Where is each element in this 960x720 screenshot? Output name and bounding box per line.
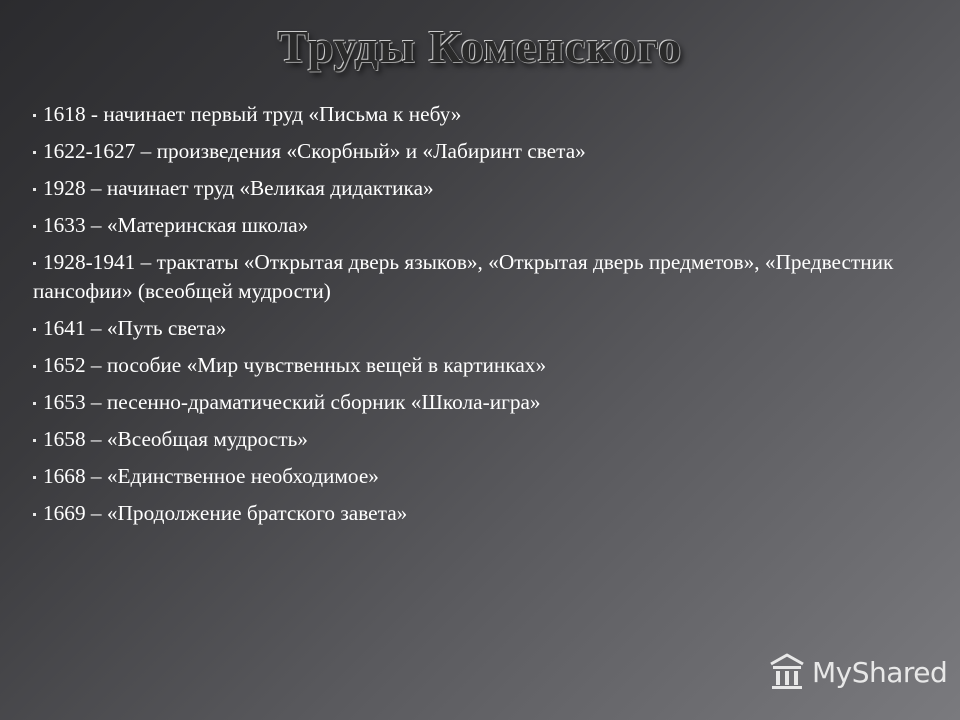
bullet-icon <box>33 225 36 228</box>
bullet-icon <box>33 328 36 331</box>
list-item-text: 1622-1627 – произведения «Скорбный» и «Лабиринт света» <box>43 139 586 163</box>
list-item <box>33 211 933 240</box>
list-item-text: 1668 – «Единственное необходимое» <box>43 464 379 488</box>
bullet-icon <box>33 513 36 516</box>
list-item-text: 1669 – «Продолжение братского завета» <box>43 501 408 525</box>
list-item-text: 1618 - начинает первый труд «Письма к небу» <box>43 102 462 126</box>
list-item <box>33 314 933 343</box>
list-item <box>33 388 933 417</box>
watermark-logo <box>768 652 947 692</box>
list-item-text: 1928 – начинает труд «Великая дидактика» <box>43 176 434 200</box>
list-item-text: 1633 – «Материнская школа» <box>43 213 309 237</box>
list-item-text: 1652 – пособие «Мир чувственных вещей в картинках» <box>43 353 547 377</box>
list-item-text: 1653 – песенно-драматический сборник «Школа-игра» <box>43 390 541 414</box>
bullet-icon <box>33 188 36 191</box>
list-item <box>3 248 933 306</box>
list-item <box>33 425 933 454</box>
list-item <box>33 499 933 528</box>
list-item <box>33 137 933 166</box>
bullet-icon <box>33 365 36 368</box>
bullet-icon <box>33 262 36 265</box>
bullet-icon <box>33 114 36 117</box>
list-item-text: 1658 – «Всеобщая мудрость» <box>43 427 308 451</box>
list-item <box>33 351 933 380</box>
watermark-text: MySh​ared <box>812 655 948 689</box>
bullet-icon <box>33 476 36 479</box>
list-item-text: 1641 – «Путь света» <box>43 316 227 340</box>
bullet-icon <box>33 439 36 442</box>
list-item <box>33 462 933 491</box>
bullet-icon <box>33 402 36 405</box>
list-item <box>33 100 933 129</box>
list-item-text: 1928-1941 – трактаты «Открытая дверь языков», «Открытая дверь предметов», «Предвестник пансофии» (всеобщей мудрости) <box>33 250 894 303</box>
library-building-icon <box>768 652 806 692</box>
works-list <box>33 100 933 536</box>
slide-title: Труды Коменского <box>277 21 683 72</box>
list-item <box>33 174 933 203</box>
bullet-icon <box>33 151 36 154</box>
